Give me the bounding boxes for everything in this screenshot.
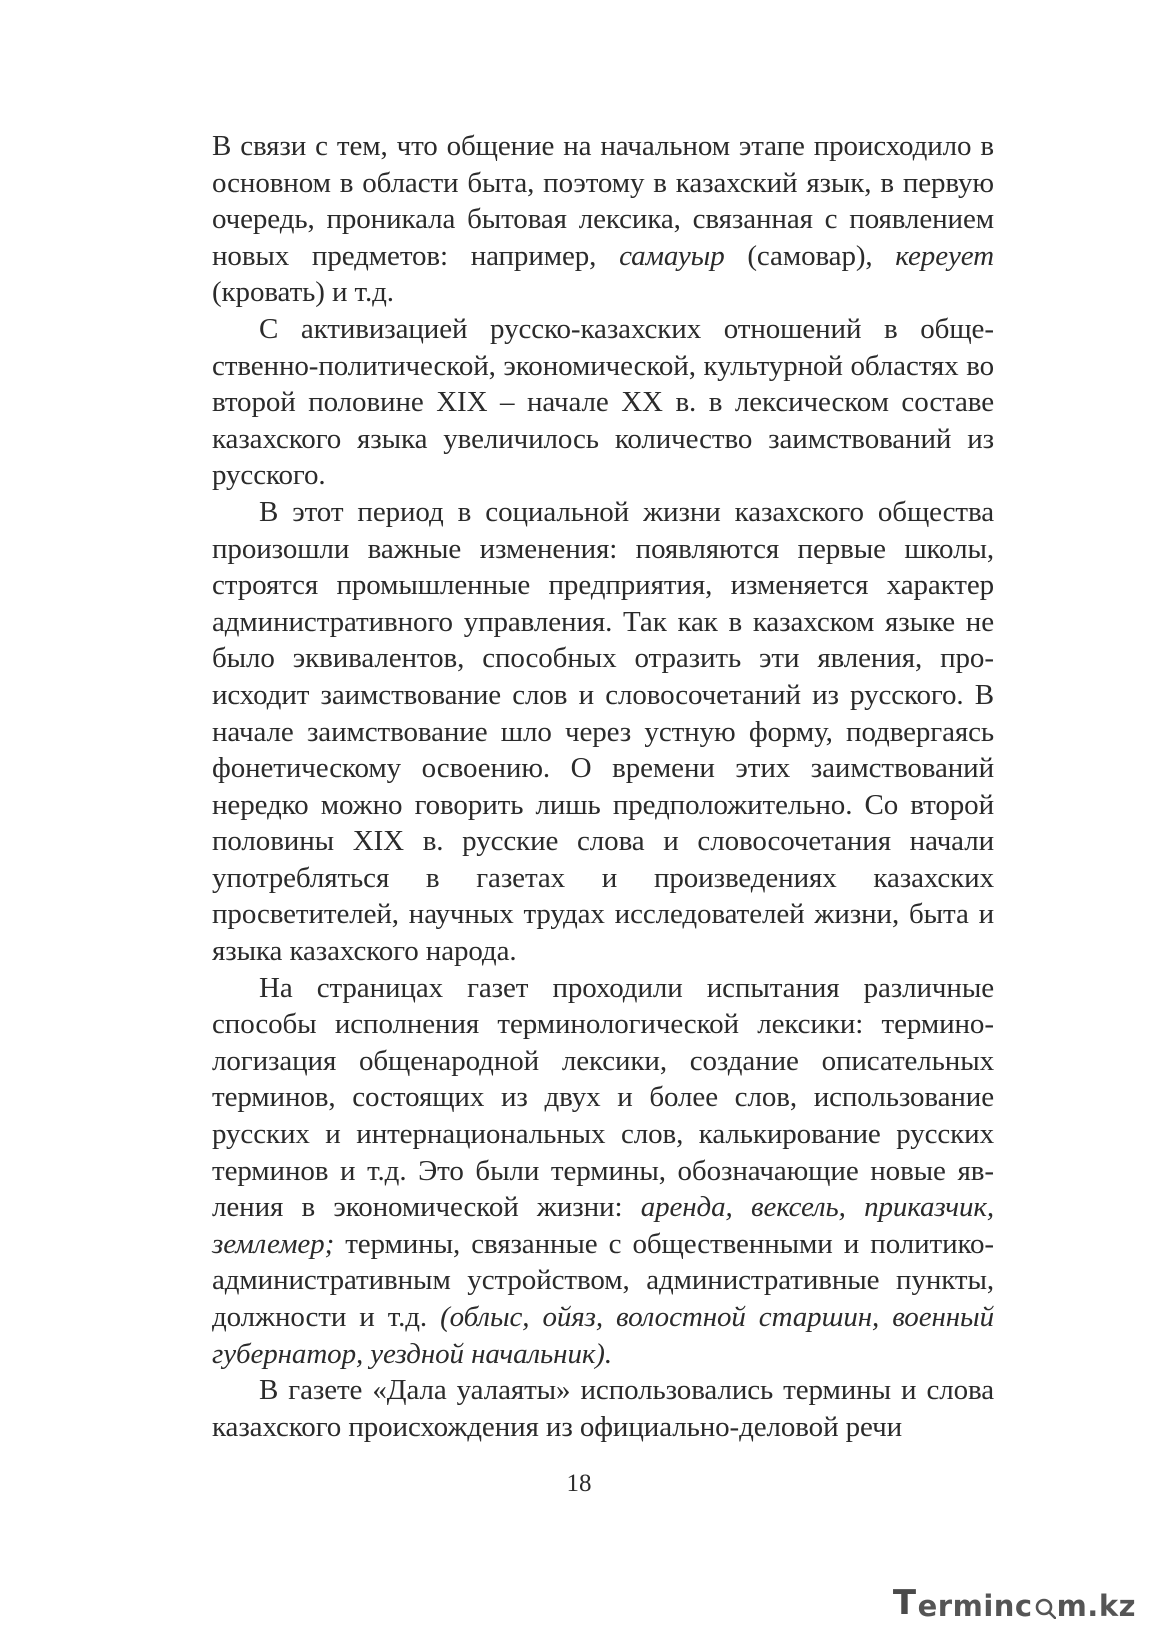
paragraph-text: С активизацией русско-казахских отношений в общественно-политической, экономической, культурной областях во второй половине XIX – начале XX в. в лексическом составе казахского языка увеличилось количество заимствований из русского.: [212, 312, 994, 492]
italic-term: (облыс, ойяз, волостной старшин, военный губернатор, уездной начальник).: [212, 1301, 994, 1370]
watermark-logo: [893, 1583, 1136, 1623]
italic-term: самауыр: [619, 239, 725, 272]
paragraph-text: В связи с тем, что общение на начальном этапе происходило в основном в области быта, поэтому в казахский язык, в первую очередь, проникала бытовая лексика, связанная с появлением новых предметов: например,: [212, 130, 994, 272]
watermark-middle: erminc: [917, 1589, 1033, 1623]
paragraph: [212, 494, 994, 970]
magnifier-icon: [1034, 1597, 1056, 1619]
paragraph-text: В газете «Дала уалаяты» использовались термины и слова казахского происхождения из официально-деловой речи: [212, 1374, 994, 1443]
paragraph-text: (самовар),: [724, 239, 896, 272]
paragraph: [212, 1372, 994, 1445]
page-number: 18: [566, 1470, 592, 1497]
paragraph: [212, 970, 994, 1373]
italic-term: кереует: [895, 239, 994, 272]
paragraph-text: (кровать) и т.д.: [212, 276, 394, 309]
page-body: [212, 128, 994, 1445]
paragraph-text: В этот период в социальной жизни казахского общества произошли важные изменения: появляются первые школы, строятся промышленные предприятия, изменяется характер административного управления. Так как в казахском языке не было эквивалентов, способных отразить эти явления, происходит заимствование слов и словосочетаний из русского. В начале заимствование шло через устную форму, подвергаясь фонетическому освоению. О времени этих заимствований нередко можно говорить лишь предположительно. Со второй половины XIX в. русские слова и словосочетания начали употребляться в газетах и произведениях казахских просветителей, научных трудах исследователей жизни, быта и языка казахского народа.: [212, 495, 994, 968]
paragraph-text: термины, связанные с общественными и политико-административным устройством, административные пункты, должности и т.д.: [212, 1227, 994, 1333]
paragraph: [212, 128, 994, 311]
italic-term: аренда, вексель, приказчик, землемер;: [212, 1191, 994, 1260]
paragraph-text: На страницах газет проходили испытания различные способы исполнения терминологической лексики: терминологизация общенародной лексики, создание описательных терминов, состоящих из двух и более слов, использование русских и интернациональных слов, калькирование русских терминов и т.д. Это были термины, обозначающие новые явления в экономической жизни:: [212, 971, 994, 1224]
watermark-suffix: m.kz: [1056, 1589, 1136, 1623]
paragraph: [212, 311, 994, 494]
watermark-prefix: T: [892, 1583, 917, 1623]
